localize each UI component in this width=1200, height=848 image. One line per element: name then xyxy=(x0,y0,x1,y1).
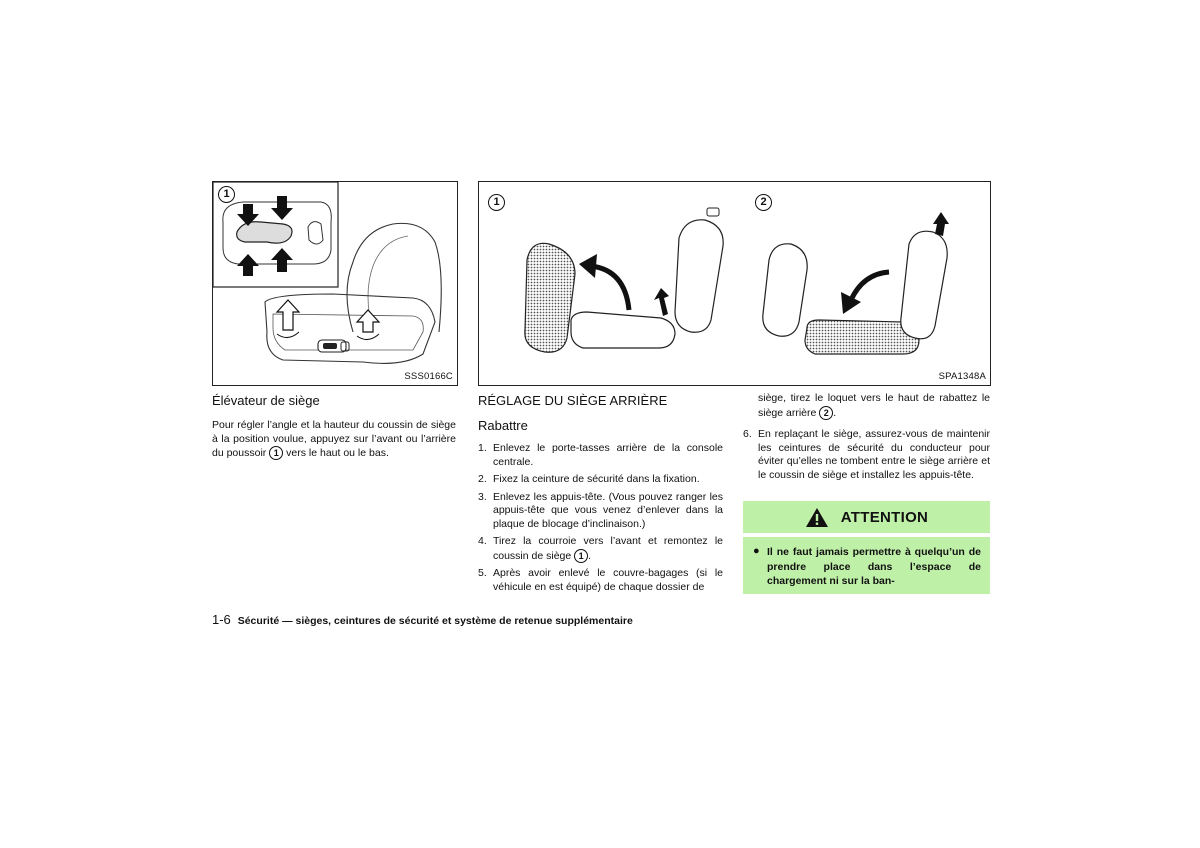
callout-ref: 1 xyxy=(269,446,283,460)
section-heading-seat-lifter: Élévateur de siège xyxy=(212,393,320,408)
paragraph-text: . xyxy=(833,406,837,419)
list-item xyxy=(478,491,723,532)
step-number: 2. xyxy=(478,473,487,485)
step-text: Fixez la ceinture de sécurité dans la fixation. xyxy=(493,473,700,485)
warning-body xyxy=(743,537,990,594)
paragraph-text: vers le haut ou le bas. xyxy=(286,447,389,459)
figure-callout-1: 1 xyxy=(488,194,505,211)
step-number: 6. xyxy=(743,428,752,440)
step6-item xyxy=(743,428,990,482)
paragraph-text: siège, tirez le loquet vers le haut de rabattez le siège arrière xyxy=(758,392,990,419)
figure-callout-2: 2 xyxy=(755,194,772,211)
seat-lifter-illustration xyxy=(213,182,457,385)
figure-rear-seat-folding xyxy=(478,181,991,386)
figure-code: SSS0166C xyxy=(404,371,453,382)
step-number: 5. xyxy=(478,567,487,579)
list-item xyxy=(478,442,723,469)
step-text: Après avoir enlevé le couvre-bagages (si le véhicule en est équipé) de chaque dossier de xyxy=(493,567,723,593)
step5-continuation xyxy=(758,392,990,420)
step-number: 3. xyxy=(478,490,487,503)
warning-header xyxy=(743,501,990,533)
seat-lifter-paragraph xyxy=(212,419,456,461)
rear-seat-folding-illustration xyxy=(479,182,990,385)
warning-text: Il ne faut jamais permettre à quelqu’un de prendre place dans l’espace de chargement ni sur la ban- xyxy=(767,546,981,587)
step-text: En replaçant le siège, assurez-vous de maintenir les ceintures de sécurité du conducteur pour éviter qu’elles ne tombent entre le siège arrière et le coussin de siège et installez les appuis-tête. xyxy=(758,428,990,481)
subheading-rabattre: Rabattre xyxy=(478,418,528,433)
folding-steps-list xyxy=(478,442,723,598)
list-item xyxy=(478,473,723,487)
section-heading-rear-seat: RÉGLAGE DU SIÈGE ARRIÈRE xyxy=(478,393,668,408)
step-number: 4. xyxy=(478,535,487,547)
figure-callout-1: 1 xyxy=(218,186,235,203)
figure-seat-lifter xyxy=(212,181,458,386)
step-text: Tirez la courroie vers l’avant et remontez le coussin de siège xyxy=(493,535,723,562)
warning-triangle-icon xyxy=(805,507,829,528)
bullet-icon: ● xyxy=(753,545,760,557)
paragraph-text: Pour régler l’angle et la hauteur du coussin de siège à la position voulue, appuyez sur l’avant ou l’arrière du poussoir xyxy=(212,419,456,459)
step-text: . xyxy=(588,549,592,562)
page-number: 1-6 xyxy=(212,612,231,627)
warning-title: ATTENTION xyxy=(840,508,929,526)
callout-ref: 1 xyxy=(574,549,588,563)
page-footer xyxy=(212,612,633,627)
figure-code: SPA1348A xyxy=(938,371,986,382)
step-text: Enlevez le porte-tasses arrière de la console centrale. xyxy=(493,442,723,468)
list-item xyxy=(478,535,723,563)
callout-ref: 2 xyxy=(819,406,833,420)
chapter-title: Sécurité — sièges, ceintures de sécurité et système de retenue supplémentaire xyxy=(237,615,633,627)
step-text: Enlevez les appuis-tête. (Vous pouvez ranger les appuis-tête que vous venez d’enlever dans la plaque de blocage d’inclinaison.) xyxy=(493,490,723,530)
list-item xyxy=(478,567,723,594)
step-number: 1. xyxy=(478,442,487,454)
